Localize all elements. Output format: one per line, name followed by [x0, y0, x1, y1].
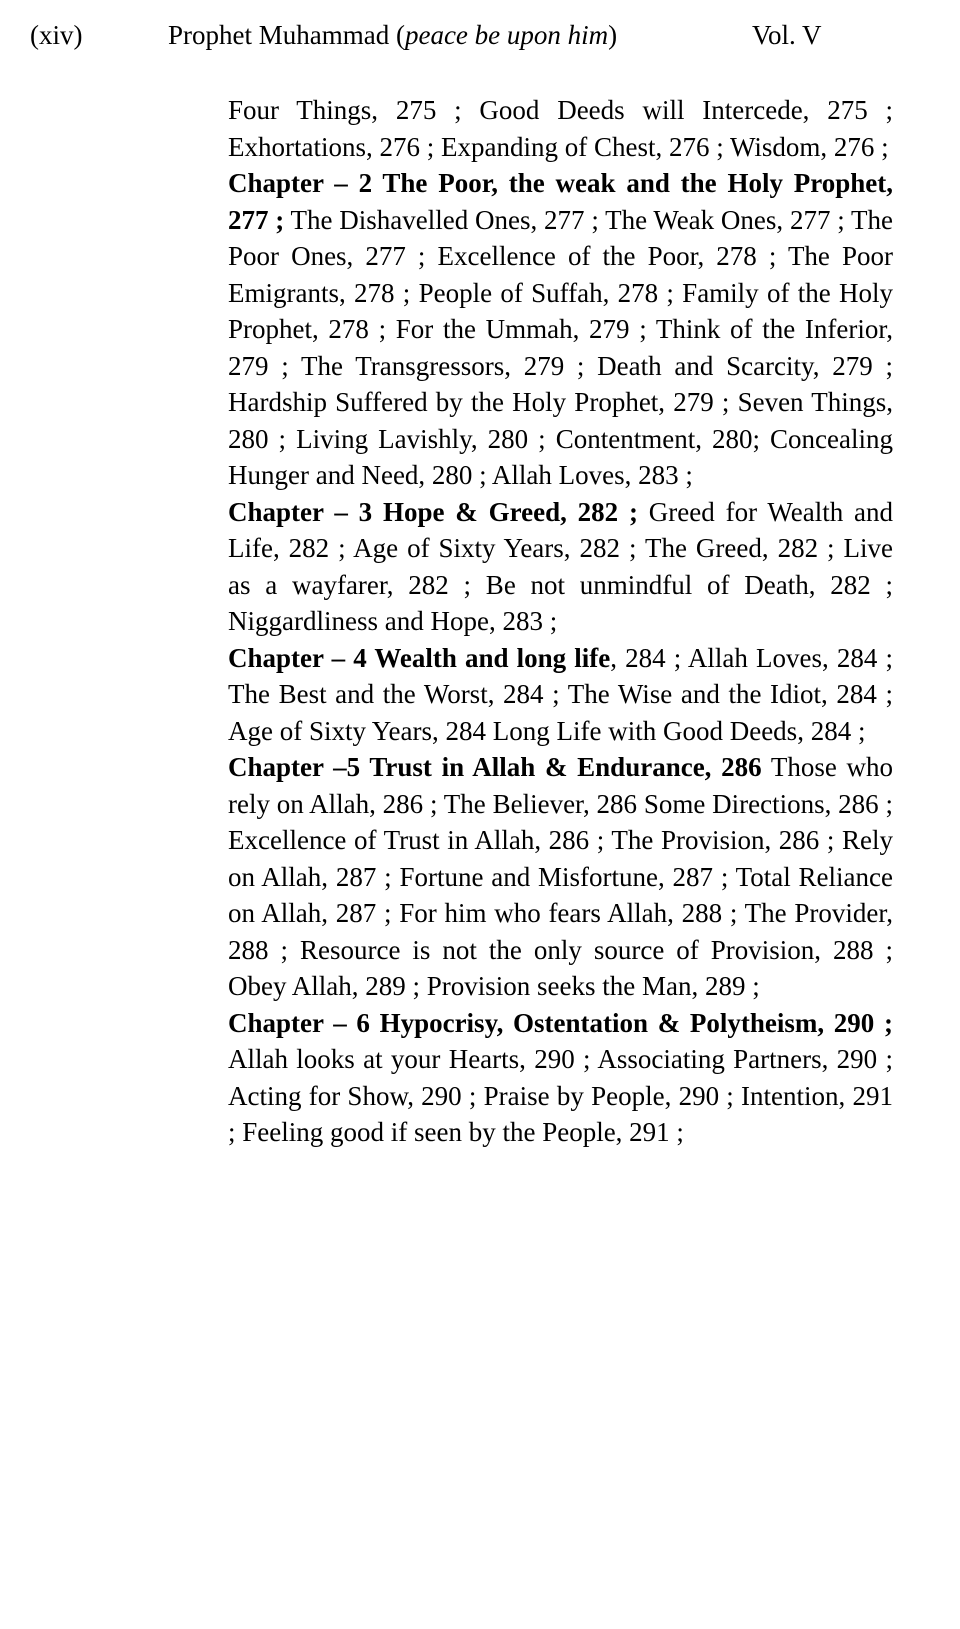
running-title-italic: peace be upon him — [404, 20, 609, 50]
table-of-contents — [228, 92, 893, 1151]
toc-entry-heading: Chapter – 6 Hypocrisy, Ostentation & Polytheism, 290 ; — [228, 1007, 893, 1038]
page-header — [0, 20, 960, 64]
folio-number: (xiv) — [30, 20, 83, 50]
toc-entry-block — [228, 640, 893, 750]
toc-entry-items: , 284 ; Allah Loves, 284 ; The Best and the Worst, 284 ; The Wise and the Idiot, 284 ; Age of Sixty Years, 284 Long Life with Good Deeds, 284 ; — [228, 642, 893, 746]
running-title — [168, 20, 617, 51]
toc-entry-block — [228, 749, 893, 1005]
running-title-end: ) — [608, 20, 618, 50]
toc-entry-heading: Chapter – 2 The Poor, the weak and the Holy Prophet, 277 ; — [228, 168, 893, 235]
toc-entry-items: Those who rely on Allah, 286 ; The Believer, 286 Some Directions, 286 ; Excellence of Trust in Allah, 286 ; The Provision, 286 ; Rely on Allah, 287 ; Fortune and Misfortune, 287 ; Total Reliance on Allah, 287 ; For him who fears Allah, 288 ; The Provider, 288 ; Resource is not the only source of Provision, 288 ; Obey Allah, 289 ; Provision seeks the Man, 289 ; — [228, 752, 893, 1001]
running-title-main: Prophet Muhammad ( — [168, 20, 405, 50]
toc-entry-block — [228, 494, 893, 640]
toc-entry-items: Allah looks at your Hearts, 290 ; Associating Partners, 290 ; Acting for Show, 290 ; Praise by People, 290 ; Intention, 291 ; Feeling good if seen by the People, 291 ; — [228, 1044, 893, 1147]
toc-entry-items: The Dishavelled Ones, 277 ; The Weak Ones, 277 ; The Poor Ones, 277 ; Excellence of the Poor, 278 ; The Poor Emigrants, 278 ; People of Suffah, 278 ; Family of the Holy Prophet, 278 ; For the Ummah, 279 ; Think of the Inferior, 279 ; The Transgressors, 279 ; Death and Scarcity, 279 ; Hardship Suffered by the Holy Prophet, 279 ; Seven Things, 280 ; Living Lavishly, 280 ; Contentment, 280; Concealing Hunger and Need, 280 ; Allah Loves, 283 ; — [228, 204, 893, 490]
toc-entry-block — [228, 1005, 893, 1151]
toc-entry-heading: Chapter –5 Trust in Allah & Endurance, 286 — [228, 752, 762, 782]
toc-entry-heading: Chapter – 3 Hope & Greed, 282 ; — [228, 496, 638, 527]
toc-entry-block — [228, 92, 893, 165]
volume-label: Vol. V — [752, 20, 822, 50]
toc-entry-items: Four Things, 275 ; Good Deeds will Intercede, 275 ; Exhortations, 276 ; Expanding of Chest, 276 ; Wisdom, 276 ; — [228, 95, 893, 162]
toc-entry-items: Greed for Wealth and Life, 282 ; Age of Sixty Years, 282 ; The Greed, 282 ; Live as a wayfarer, 282 ; Be not unmindful of Death, 282 ; Niggardliness and Hope, 283 ; — [228, 496, 894, 636]
toc-entry-block — [228, 165, 893, 494]
toc-entry-heading: Chapter – 4 Wealth and long life — [228, 642, 611, 673]
